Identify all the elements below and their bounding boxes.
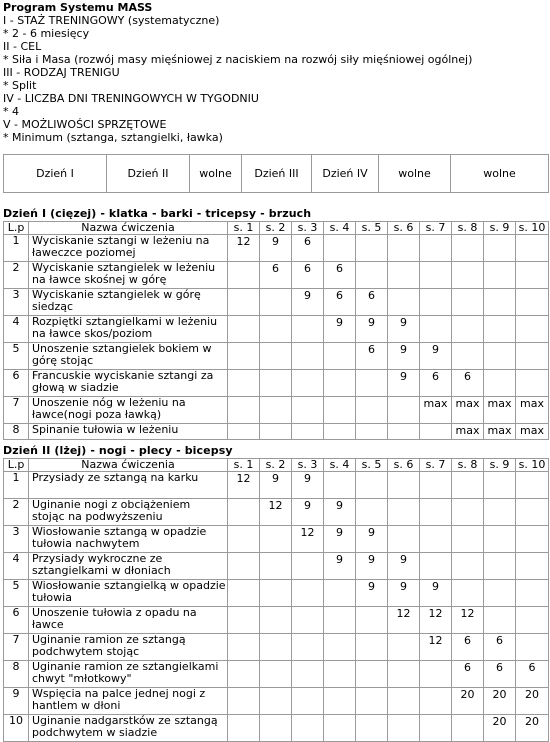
week-day-cell: Dzień II bbox=[107, 155, 190, 193]
reps-cell: 12 bbox=[292, 526, 324, 553]
reps-cell bbox=[484, 580, 516, 607]
header-week: s. 3 bbox=[292, 222, 324, 235]
exercise-number: 8 bbox=[4, 424, 29, 440]
reps-cell bbox=[452, 262, 484, 289]
reps-cell: 6 bbox=[516, 661, 549, 688]
reps-cell bbox=[356, 607, 388, 634]
exercise-row bbox=[4, 472, 549, 499]
reps-cell bbox=[420, 553, 452, 580]
reps-cell bbox=[356, 472, 388, 499]
reps-cell bbox=[388, 472, 420, 499]
reps-cell bbox=[324, 235, 356, 262]
reps-cell bbox=[260, 397, 292, 424]
exercise-number: 5 bbox=[4, 580, 29, 607]
reps-cell bbox=[356, 262, 388, 289]
exercise-name: Spinanie tułowia w leżeniu bbox=[29, 424, 228, 440]
intro-line: * Siła i Masa (rozwój masy mięśniowej z naciskiem na rozwój siły mięśniowej ogólnej) bbox=[3, 53, 473, 66]
intro-line: I - STAŻ TRENINGOWY (systematyczne) bbox=[3, 14, 220, 27]
reps-cell bbox=[228, 634, 260, 661]
reps-cell bbox=[388, 634, 420, 661]
exercise-row bbox=[4, 397, 549, 424]
day1-title: Dzień I (cięzej) - klatka - barki - tricepsy - brzuch bbox=[3, 207, 312, 220]
reps-cell: 6 bbox=[324, 262, 356, 289]
reps-cell: max bbox=[452, 424, 484, 440]
exercise-number: 2 bbox=[4, 262, 29, 289]
reps-cell: max bbox=[484, 424, 516, 440]
exercise-number: 5 bbox=[4, 343, 29, 370]
reps-cell: 9 bbox=[324, 499, 356, 526]
day2-title: Dzień II (lżej) - nogi - plecy - bicepsy bbox=[3, 444, 233, 457]
header-lp: L.p bbox=[4, 459, 29, 472]
reps-cell bbox=[292, 580, 324, 607]
exercise-name: Wiosłowanie sztangą w opadzie tułowia nachwytem bbox=[29, 526, 228, 553]
header-week: s. 9 bbox=[484, 222, 516, 235]
header-week: s. 8 bbox=[452, 459, 484, 472]
reps-cell bbox=[516, 472, 549, 499]
reps-cell: 9 bbox=[324, 526, 356, 553]
reps-cell: 20 bbox=[484, 715, 516, 742]
exercise-number: 4 bbox=[4, 553, 29, 580]
reps-cell bbox=[260, 607, 292, 634]
day2-exercise-table bbox=[3, 458, 549, 742]
exercise-row bbox=[4, 343, 549, 370]
header-week: s. 10 bbox=[516, 222, 549, 235]
reps-cell bbox=[484, 235, 516, 262]
reps-cell: 6 bbox=[260, 262, 292, 289]
reps-cell bbox=[356, 370, 388, 397]
exercise-name: Francuskie wyciskanie sztangi za głową w siadzie bbox=[29, 370, 228, 397]
reps-cell bbox=[292, 688, 324, 715]
reps-cell bbox=[228, 553, 260, 580]
reps-cell bbox=[228, 316, 260, 343]
reps-cell bbox=[260, 553, 292, 580]
reps-cell bbox=[228, 607, 260, 634]
week-day-cell: wolne bbox=[451, 155, 549, 193]
reps-cell: 20 bbox=[484, 688, 516, 715]
exercise-row bbox=[4, 424, 549, 440]
reps-cell bbox=[292, 370, 324, 397]
exercise-row bbox=[4, 688, 549, 715]
reps-cell bbox=[420, 262, 452, 289]
reps-cell bbox=[292, 607, 324, 634]
reps-cell: 20 bbox=[516, 715, 549, 742]
reps-cell bbox=[324, 607, 356, 634]
header-exercise-name: Nazwa ćwiczenia bbox=[29, 459, 228, 472]
reps-cell bbox=[260, 424, 292, 440]
reps-cell bbox=[356, 688, 388, 715]
exercise-row bbox=[4, 262, 549, 289]
reps-cell: 9 bbox=[292, 472, 324, 499]
exercise-name: Wspięcia na palce jednej nogi z hantlem w dłoni bbox=[29, 688, 228, 715]
exercise-name: Unoszenie tułowia z opadu na ławce bbox=[29, 607, 228, 634]
exercise-name: Wyciskanie sztangi w leżeniu na ławeczce poziomej bbox=[29, 235, 228, 262]
reps-cell bbox=[388, 715, 420, 742]
reps-cell bbox=[324, 661, 356, 688]
reps-cell bbox=[228, 370, 260, 397]
exercise-number: 1 bbox=[4, 235, 29, 262]
exercise-name: Uginanie ramion ze sztangą podchwytem stojąc bbox=[29, 634, 228, 661]
reps-cell bbox=[260, 580, 292, 607]
reps-cell bbox=[420, 316, 452, 343]
exercise-name: Wyciskanie sztangielek w górę siedząc bbox=[29, 289, 228, 316]
reps-cell bbox=[452, 715, 484, 742]
reps-cell bbox=[516, 370, 549, 397]
reps-cell bbox=[260, 661, 292, 688]
reps-cell bbox=[388, 499, 420, 526]
exercise-name: Unoszenie sztangielek bokiem w górę stojąc bbox=[29, 343, 228, 370]
exercise-name: Rozpiętki sztangielkami w leżeniu na ławce skos/poziom bbox=[29, 316, 228, 343]
header-week: s. 2 bbox=[260, 222, 292, 235]
week-day-cell: Dzień IV bbox=[312, 155, 379, 193]
reps-cell: 9 bbox=[324, 553, 356, 580]
reps-cell bbox=[516, 553, 549, 580]
reps-cell bbox=[516, 634, 549, 661]
reps-cell bbox=[452, 289, 484, 316]
reps-cell: 9 bbox=[388, 580, 420, 607]
reps-cell bbox=[356, 634, 388, 661]
reps-cell bbox=[228, 499, 260, 526]
reps-cell bbox=[260, 370, 292, 397]
reps-cell bbox=[484, 262, 516, 289]
reps-cell bbox=[228, 688, 260, 715]
reps-cell: 9 bbox=[420, 343, 452, 370]
reps-cell: 9 bbox=[356, 580, 388, 607]
reps-cell: 6 bbox=[324, 289, 356, 316]
reps-cell: 6 bbox=[292, 262, 324, 289]
reps-cell bbox=[420, 472, 452, 499]
reps-cell bbox=[260, 634, 292, 661]
reps-cell bbox=[228, 343, 260, 370]
exercise-name: Uginanie nogi z obciążeniem stojąc na podwyższeniu bbox=[29, 499, 228, 526]
reps-cell: max bbox=[484, 397, 516, 424]
reps-cell: 9 bbox=[420, 580, 452, 607]
reps-cell: 6 bbox=[292, 235, 324, 262]
reps-cell bbox=[516, 316, 549, 343]
reps-cell bbox=[292, 343, 324, 370]
header-week: s. 7 bbox=[420, 222, 452, 235]
exercise-name: Przysiady wykroczne ze sztangielkami w dłoniach bbox=[29, 553, 228, 580]
exercise-row bbox=[4, 715, 549, 742]
exercise-number: 6 bbox=[4, 370, 29, 397]
exercise-number: 2 bbox=[4, 499, 29, 526]
reps-cell: 9 bbox=[388, 370, 420, 397]
reps-cell bbox=[484, 553, 516, 580]
reps-cell bbox=[420, 688, 452, 715]
exercise-name: Uginanie nadgarstków ze sztangą podchwytem w siadzie bbox=[29, 715, 228, 742]
header-week: s. 4 bbox=[324, 459, 356, 472]
reps-cell bbox=[388, 688, 420, 715]
reps-cell: 6 bbox=[420, 370, 452, 397]
reps-cell: 6 bbox=[452, 661, 484, 688]
reps-cell: 9 bbox=[388, 316, 420, 343]
reps-cell bbox=[452, 235, 484, 262]
reps-cell: 12 bbox=[228, 472, 260, 499]
intro-line: II - CEL bbox=[3, 40, 42, 53]
reps-cell: 9 bbox=[292, 289, 324, 316]
reps-cell bbox=[484, 343, 516, 370]
reps-cell bbox=[356, 235, 388, 262]
reps-cell bbox=[260, 316, 292, 343]
header-week: s. 3 bbox=[292, 459, 324, 472]
week-day-cell: Dzień III bbox=[242, 155, 312, 193]
reps-cell bbox=[324, 397, 356, 424]
program-title: Program Systemu MASS bbox=[3, 1, 153, 14]
header-week: s. 2 bbox=[260, 459, 292, 472]
reps-cell bbox=[260, 526, 292, 553]
reps-cell: 6 bbox=[484, 661, 516, 688]
reps-cell bbox=[516, 343, 549, 370]
reps-cell bbox=[420, 235, 452, 262]
reps-cell bbox=[388, 289, 420, 316]
reps-cell bbox=[452, 526, 484, 553]
reps-cell: 9 bbox=[356, 553, 388, 580]
intro-line: IV - LICZBA DNI TRENINGOWYCH W TYGODNIU bbox=[3, 92, 259, 105]
reps-cell: 9 bbox=[292, 499, 324, 526]
reps-cell bbox=[388, 526, 420, 553]
reps-cell bbox=[516, 235, 549, 262]
reps-cell: 6 bbox=[356, 289, 388, 316]
reps-cell: 9 bbox=[356, 526, 388, 553]
reps-cell bbox=[516, 499, 549, 526]
header-week: s. 6 bbox=[388, 222, 420, 235]
exercise-number: 4 bbox=[4, 316, 29, 343]
reps-cell: 12 bbox=[420, 607, 452, 634]
reps-cell: 12 bbox=[228, 235, 260, 262]
reps-cell bbox=[420, 289, 452, 316]
reps-cell bbox=[292, 634, 324, 661]
header-week: s. 1 bbox=[228, 222, 260, 235]
reps-cell bbox=[228, 661, 260, 688]
exercise-row bbox=[4, 370, 549, 397]
reps-cell bbox=[388, 661, 420, 688]
reps-cell bbox=[324, 472, 356, 499]
reps-cell bbox=[324, 424, 356, 440]
reps-cell bbox=[324, 370, 356, 397]
reps-cell: max bbox=[452, 397, 484, 424]
exercise-row bbox=[4, 526, 549, 553]
training-program-document bbox=[3, 1, 547, 742]
reps-cell bbox=[484, 316, 516, 343]
header-week: s. 10 bbox=[516, 459, 549, 472]
exercise-row bbox=[4, 580, 549, 607]
header-week: s. 1 bbox=[228, 459, 260, 472]
intro-line: * Minimum (sztanga, sztangielki, ławka) bbox=[3, 131, 223, 144]
reps-cell bbox=[420, 661, 452, 688]
exercise-name: Unoszenie nóg w leżeniu na ławce(nogi poza ławką) bbox=[29, 397, 228, 424]
reps-cell bbox=[484, 607, 516, 634]
reps-cell: 12 bbox=[452, 607, 484, 634]
reps-cell bbox=[484, 499, 516, 526]
week-day-cell: Dzień I bbox=[4, 155, 107, 193]
exercise-number: 8 bbox=[4, 661, 29, 688]
reps-cell bbox=[388, 424, 420, 440]
week-day-cell: wolne bbox=[190, 155, 242, 193]
exercise-number: 1 bbox=[4, 472, 29, 499]
header-exercise-name: Nazwa ćwiczenia bbox=[29, 222, 228, 235]
reps-cell bbox=[356, 397, 388, 424]
exercise-number: 3 bbox=[4, 526, 29, 553]
reps-cell bbox=[292, 316, 324, 343]
reps-cell bbox=[452, 316, 484, 343]
week-day-cell: wolne bbox=[379, 155, 451, 193]
header-week: s. 7 bbox=[420, 459, 452, 472]
day1-exercise-table bbox=[3, 221, 549, 440]
intro-line: * 2 - 6 miesięcy bbox=[3, 27, 90, 40]
reps-cell bbox=[228, 526, 260, 553]
header-week: s. 4 bbox=[324, 222, 356, 235]
program-intro bbox=[3, 1, 547, 144]
exercise-row bbox=[4, 661, 549, 688]
reps-cell: 6 bbox=[356, 343, 388, 370]
exercise-number: 7 bbox=[4, 397, 29, 424]
intro-line: V - MOŻLIWOŚCI SPRZĘTOWE bbox=[3, 118, 167, 131]
exercise-name: Wiosłowanie sztangielką w opadzie tułowia bbox=[29, 580, 228, 607]
header-week: s. 9 bbox=[484, 459, 516, 472]
reps-cell bbox=[292, 715, 324, 742]
reps-cell bbox=[420, 526, 452, 553]
exercise-number: 6 bbox=[4, 607, 29, 634]
exercise-name: Wyciskanie sztangielek w leżeniu na ławce skośnej w górę bbox=[29, 262, 228, 289]
reps-cell bbox=[324, 580, 356, 607]
header-week: s. 6 bbox=[388, 459, 420, 472]
reps-cell: max bbox=[516, 424, 549, 440]
reps-cell bbox=[484, 289, 516, 316]
exercise-row bbox=[4, 553, 549, 580]
reps-cell bbox=[484, 370, 516, 397]
intro-line: III - RODZAJ TRENIGU bbox=[3, 66, 120, 79]
reps-cell bbox=[292, 661, 324, 688]
reps-cell bbox=[452, 580, 484, 607]
reps-cell bbox=[324, 634, 356, 661]
header-lp: L.p bbox=[4, 222, 29, 235]
reps-cell bbox=[260, 715, 292, 742]
exercise-number: 10 bbox=[4, 715, 29, 742]
intro-line: * Split bbox=[3, 79, 37, 92]
reps-cell: 20 bbox=[516, 688, 549, 715]
reps-cell: 9 bbox=[388, 343, 420, 370]
reps-cell bbox=[356, 499, 388, 526]
exercise-row bbox=[4, 235, 549, 262]
reps-cell: 9 bbox=[324, 316, 356, 343]
reps-cell bbox=[292, 397, 324, 424]
reps-cell bbox=[452, 472, 484, 499]
reps-cell bbox=[388, 235, 420, 262]
reps-cell bbox=[356, 424, 388, 440]
reps-cell bbox=[356, 715, 388, 742]
reps-cell bbox=[228, 397, 260, 424]
exercise-row bbox=[4, 499, 549, 526]
exercise-row bbox=[4, 289, 549, 316]
reps-cell: 9 bbox=[356, 316, 388, 343]
reps-cell bbox=[260, 289, 292, 316]
reps-cell: 6 bbox=[484, 634, 516, 661]
header-week: s. 5 bbox=[356, 222, 388, 235]
reps-cell bbox=[292, 553, 324, 580]
reps-cell bbox=[324, 343, 356, 370]
reps-cell: 6 bbox=[452, 370, 484, 397]
header-week: s. 8 bbox=[452, 222, 484, 235]
exercise-row bbox=[4, 634, 549, 661]
reps-cell bbox=[228, 580, 260, 607]
reps-cell: 9 bbox=[260, 472, 292, 499]
exercise-row bbox=[4, 316, 549, 343]
reps-cell: 12 bbox=[420, 634, 452, 661]
reps-cell: max bbox=[516, 397, 549, 424]
reps-cell bbox=[292, 424, 324, 440]
reps-cell bbox=[516, 607, 549, 634]
reps-cell bbox=[452, 343, 484, 370]
reps-cell bbox=[228, 262, 260, 289]
reps-cell bbox=[260, 343, 292, 370]
reps-cell bbox=[356, 661, 388, 688]
header-week: s. 5 bbox=[356, 459, 388, 472]
reps-cell bbox=[452, 553, 484, 580]
reps-cell: 12 bbox=[260, 499, 292, 526]
exercise-row bbox=[4, 607, 549, 634]
reps-cell bbox=[228, 289, 260, 316]
reps-cell bbox=[324, 715, 356, 742]
reps-cell bbox=[516, 262, 549, 289]
exercise-name: Przysiady ze sztangą na karku bbox=[29, 472, 228, 499]
reps-cell bbox=[516, 289, 549, 316]
reps-cell bbox=[452, 499, 484, 526]
reps-cell bbox=[420, 715, 452, 742]
reps-cell bbox=[420, 424, 452, 440]
exercise-name: Uginanie ramion ze sztangielkami chwyt "młotkowy" bbox=[29, 661, 228, 688]
week-summary-table bbox=[3, 154, 549, 193]
reps-cell bbox=[228, 715, 260, 742]
intro-line: * 4 bbox=[3, 105, 19, 118]
reps-cell bbox=[516, 580, 549, 607]
reps-cell: max bbox=[420, 397, 452, 424]
exercise-number: 3 bbox=[4, 289, 29, 316]
reps-cell bbox=[484, 526, 516, 553]
reps-cell: 12 bbox=[388, 607, 420, 634]
reps-cell bbox=[388, 262, 420, 289]
reps-cell: 9 bbox=[388, 553, 420, 580]
reps-cell bbox=[260, 688, 292, 715]
exercise-number: 7 bbox=[4, 634, 29, 661]
reps-cell bbox=[228, 424, 260, 440]
reps-cell bbox=[388, 397, 420, 424]
reps-cell bbox=[484, 472, 516, 499]
exercise-number: 9 bbox=[4, 688, 29, 715]
reps-cell bbox=[516, 526, 549, 553]
reps-cell: 9 bbox=[260, 235, 292, 262]
reps-cell bbox=[420, 499, 452, 526]
reps-cell: 20 bbox=[452, 688, 484, 715]
reps-cell: 6 bbox=[452, 634, 484, 661]
reps-cell bbox=[324, 688, 356, 715]
